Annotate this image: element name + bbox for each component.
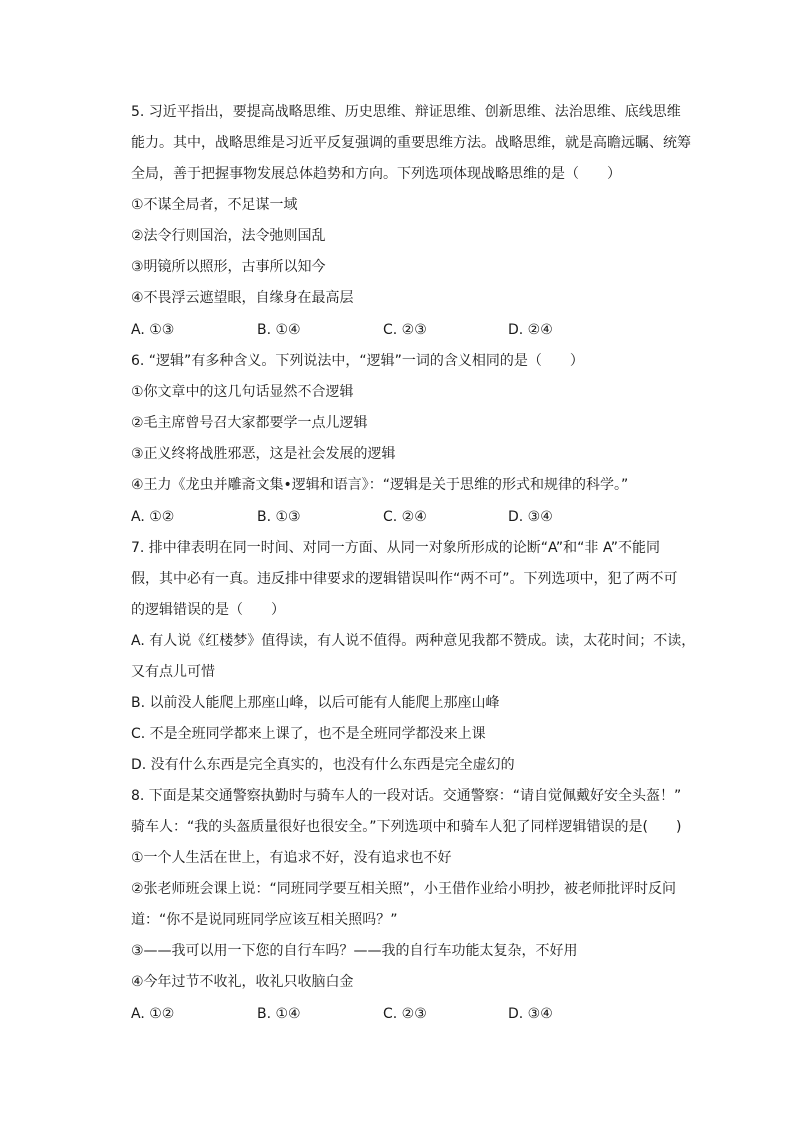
question-6-option-d: D. ③④ [508, 509, 553, 525]
question-8-item-4: ④今年过节不收礼，收礼只收脑白金 [131, 974, 354, 990]
question-5-stem-line-1: 5. 习近平指出，要提高战略思维、历史思维、辩证思维、创新思维、法治思维、底线思维 [131, 104, 681, 120]
question-8-item-2-line-1: ②张老师班会课上说：“同班同学要互相关照”，小王借作业给小明抄，被老师批评时反问 [131, 881, 677, 897]
question-8-options [131, 1004, 651, 1024]
question-7-choice-b: B. 以前没人能爬上那座山峰，以后可能有人能爬上那座山峰 [131, 695, 500, 711]
question-6-item-1: ①你文章中的这几句话显然不合逻辑 [131, 384, 354, 400]
question-8-stem-line-1: 8. 下面是某交通警察执勤时与骑车人的一段对话。交通警察：“请自觉佩戴好安全头盔！” [131, 788, 682, 804]
question-6-item-3: ③正义终将战胜邪恶，这是社会发展的逻辑 [131, 446, 396, 462]
question-7-stem-line-2: 假，其中必有一真。违反排中律要求的逻辑错误叫作“两不可”。下列选项中，犯了两不可 [131, 571, 678, 587]
question-5-options [131, 320, 651, 340]
question-6-item-4: ④王力《龙虫并雕斋文集•逻辑和语言》：“逻辑是关于思维的形式和规律的科学。” [131, 477, 629, 493]
question-7-choice-a-line-2: 又有点儿可惜 [131, 664, 215, 680]
question-8-option-a: A. ①② [131, 1006, 175, 1022]
question-8-item-1: ①一个人生活在世上，有追求不好，没有追求也不好 [131, 850, 452, 866]
question-8-item-2-line-2: 道：“你不是说同班同学应该互相关照吗？” [131, 912, 398, 928]
question-6-option-c: C. ②④ [383, 509, 427, 525]
question-7-stem-line-3: 的逻辑错误的是（ ） [131, 602, 285, 618]
question-5-item-3: ③明镜所以照形，古事所以知今 [131, 259, 326, 275]
question-7-choice-d: D. 没有什么东西是完全真实的，也没有什么东西是完全虚幻的 [131, 757, 515, 773]
question-6-option-a: A. ①② [131, 509, 175, 525]
question-8-option-b: B. ①④ [257, 1006, 301, 1022]
question-6-options [131, 507, 651, 527]
question-7-choice-a-line-1: A. 有人说《红楼梦》值得读，有人说不值得。两种意见我都不赞成。读，太花时间；不读， [131, 633, 696, 649]
question-5-option-d: D. ②④ [508, 322, 553, 338]
question-5-item-1: ①不谋全局者，不足谋一域 [131, 197, 298, 213]
question-5-stem-line-3: 全局，善于把握事物发展总体趋势和方向。下列选项体现战略思维的是（ ） [131, 166, 621, 182]
question-6-stem-line-1: 6. “逻辑”有多种含义。下列说法中，“逻辑”一词的含义相同的是（ ） [131, 353, 584, 369]
question-8-item-3: ③——我可以用一下您的自行车吗？——我的自行车功能太复杂，不好用 [131, 943, 578, 959]
question-8-option-c: C. ②③ [383, 1006, 427, 1022]
question-6-item-2: ②毛主席曾号召大家都要学一点儿逻辑 [131, 415, 368, 431]
question-7-stem-line-1: 7. 排中律表明在同一时间、对同一方面、从同一对象所形成的论断“A”和“非 A”不能同 [131, 540, 660, 556]
question-8-option-d: D. ③④ [508, 1006, 553, 1022]
question-5-item-2: ②法令行则国治，法令弛则国乱 [131, 228, 326, 244]
question-5-option-b: B. ①④ [257, 322, 301, 338]
question-5-item-4: ④不畏浮云遮望眼，自缘身在最高层 [131, 290, 354, 306]
question-5-option-c: C. ②③ [383, 322, 427, 338]
question-5-stem-line-2: 能力。其中，战略思维是习近平反复强调的重要思维方法。战略思维，就是高瞻远瞩、统筹 [131, 135, 691, 151]
question-7-choice-c: C. 不是全班同学都来上课了，也不是全班同学都没来上课 [131, 726, 486, 742]
question-8-stem-line-2: 骑车人：“我的头盔质量很好也很安全。”下列选项中和骑车人犯了同样逻辑错误的是( ) [131, 819, 682, 835]
question-5-option-a: A. ①③ [131, 322, 175, 338]
question-6-option-b: B. ①③ [257, 509, 301, 525]
